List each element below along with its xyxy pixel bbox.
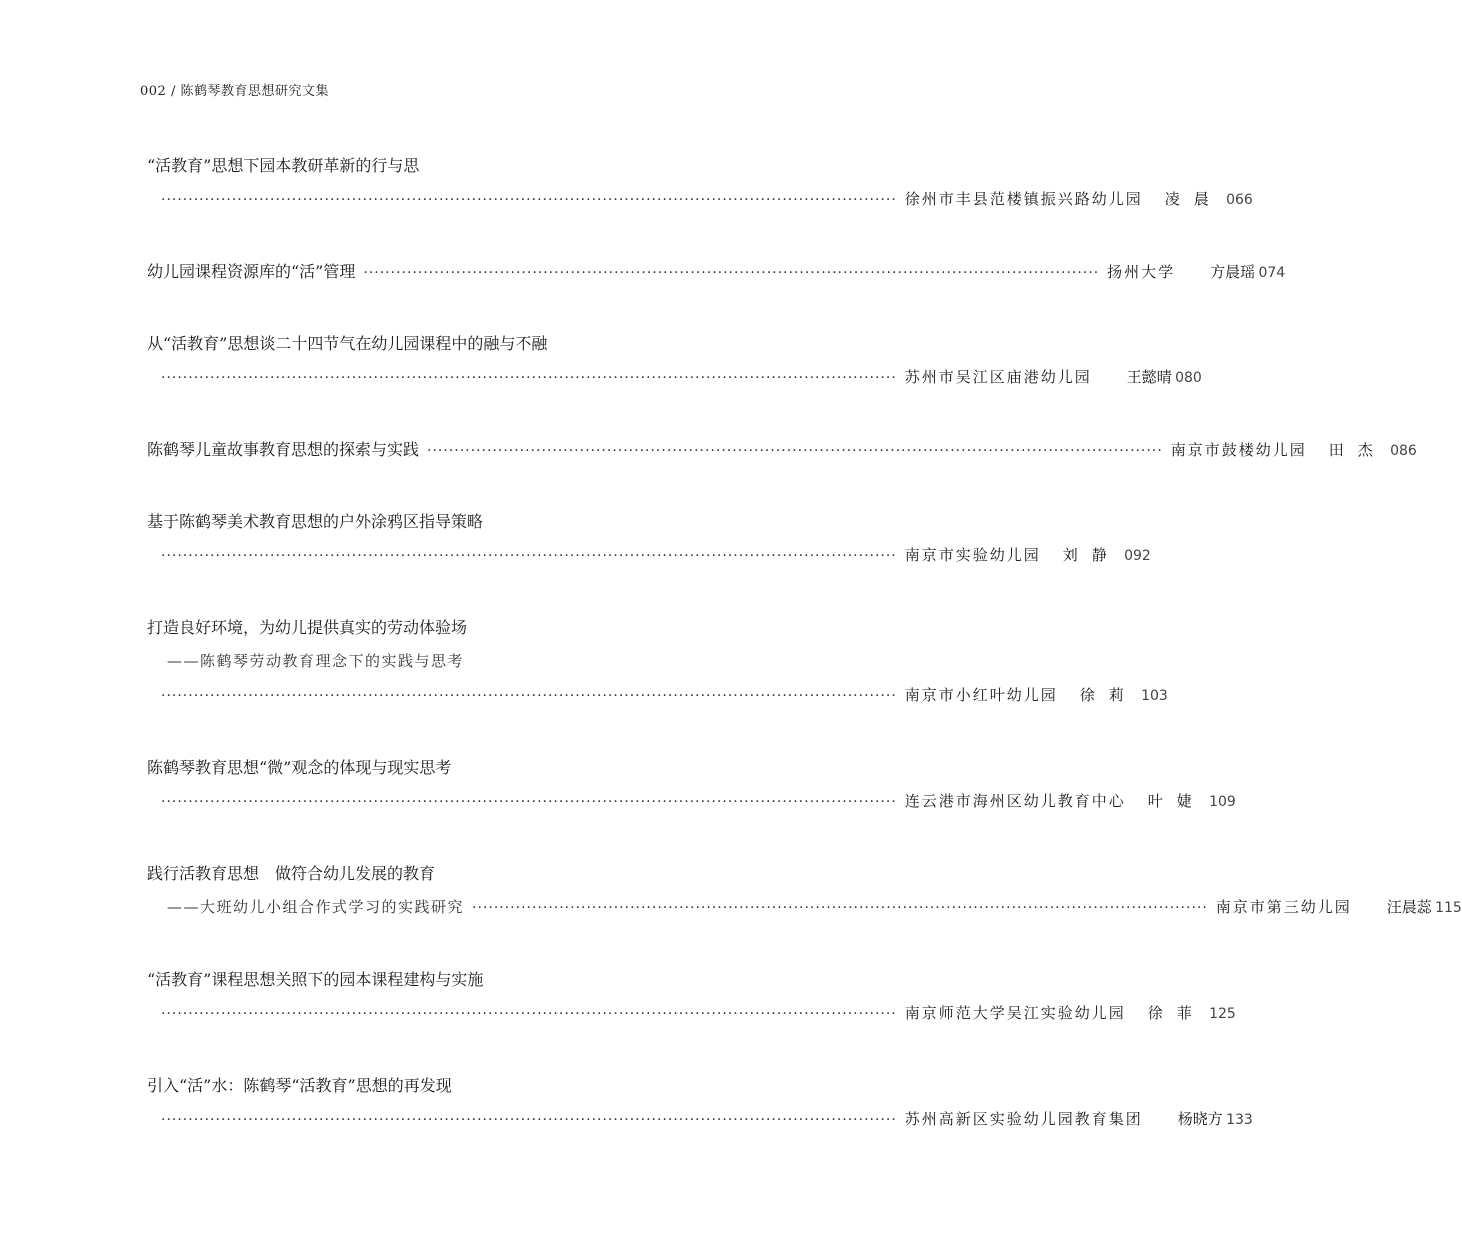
entry-page-number: 109: [1209, 794, 1236, 810]
dot-leader: ·······································································································································: [161, 688, 897, 704]
toc-entry[interactable]: [147, 328, 1202, 394]
header-book-title: 陈鹤琴教育思想研究文集: [180, 84, 330, 99]
entry-author: 凌晨: [1164, 190, 1223, 208]
entry-leader-line: [147, 678, 1168, 712]
toc-entry[interactable]: [147, 256, 1286, 288]
dot-leader: ·······································································································································: [363, 265, 1100, 281]
entry-author: 方晨瑶: [1210, 263, 1256, 281]
entry-title[interactable]: 幼儿园课程资源库的“活”管理: [147, 262, 356, 281]
toc-entry[interactable]: [147, 434, 1417, 466]
entry-organization: 徐州市丰县范楼镇振兴路幼儿园: [904, 190, 1143, 208]
dot-leader: ·······································································································································: [472, 900, 1208, 916]
toc-entry[interactable]: [147, 506, 1151, 572]
entry-leader-line: [147, 538, 1151, 572]
entry-leader-line: [147, 1102, 1253, 1136]
entry-page-number: 086: [1390, 443, 1417, 459]
entry-organization: 南京市第三幼儿园: [1215, 898, 1352, 916]
table-of-contents: [147, 150, 1462, 1176]
entry-title[interactable]: “活教育”思想下园本教研革新的行与思: [147, 156, 420, 175]
entry-organization: 苏州市吴江区庙港幼儿园: [904, 368, 1092, 386]
entry-page-number: 080: [1175, 370, 1202, 386]
running-header: [140, 80, 329, 99]
entry-title[interactable]: 引入“活”水：陈鹤琴“活教育”思想的再发现: [147, 1076, 452, 1095]
entry-title[interactable]: 陈鹤琴教育思想“微”观念的体现与现实思考: [147, 758, 452, 777]
toc-entry[interactable]: [147, 964, 1236, 1030]
entry-organization: 扬州大学: [1107, 263, 1176, 281]
entry-leader-line: [147, 434, 1417, 466]
toc-entry[interactable]: [147, 150, 1253, 216]
entry-leader-line: [147, 890, 1462, 924]
entry-leader-line: [147, 360, 1202, 394]
dot-leader: ·······································································································································: [161, 1112, 897, 1128]
entry-organization: 南京市实验幼儿园: [904, 546, 1041, 564]
dot-leader: ·······································································································································: [161, 548, 897, 564]
entry-page-number: 133: [1226, 1112, 1253, 1128]
entry-organization: 南京师范大学吴江实验幼儿园: [904, 1004, 1126, 1022]
entry-author: 杨晓方: [1177, 1110, 1223, 1128]
entry-author: 徐菲: [1147, 1004, 1206, 1022]
entry-author: 叶婕: [1147, 792, 1206, 810]
entry-title[interactable]: 陈鹤琴儿童故事教育思想的探索与实践: [147, 440, 420, 459]
header-page-number: 002: [140, 84, 167, 99]
entry-leader-line: [147, 256, 1286, 288]
toc-entry[interactable]: [147, 858, 1462, 924]
toc-entry[interactable]: [147, 1070, 1253, 1136]
entry-leader-line: [147, 996, 1236, 1030]
entry-organization: 南京市鼓楼幼儿园: [1170, 441, 1307, 459]
entry-leader-line: [147, 784, 1236, 818]
entry-author: 徐莉: [1079, 686, 1138, 704]
entry-author: 汪晨蕊: [1386, 898, 1432, 916]
entry-organization: 连云港市海州区幼儿教育中心: [904, 792, 1126, 810]
header-separator: /: [170, 84, 176, 99]
entry-leader-line: [147, 182, 1253, 216]
entry-title[interactable]: 从“活教育”思想谈二十四节气在幼儿园课程中的融与不融: [147, 334, 548, 353]
entry-author: 刘静: [1062, 546, 1121, 564]
entry-organization: 苏州高新区实验幼儿园教育集团: [904, 1110, 1143, 1128]
entry-author: 王懿晴: [1126, 368, 1172, 386]
dot-leader: ·······································································································································: [161, 794, 897, 810]
entry-page-number: 066: [1226, 192, 1253, 208]
dot-leader: ·······································································································································: [161, 192, 897, 208]
entry-page-number: 103: [1141, 688, 1168, 704]
toc-entry[interactable]: [147, 752, 1236, 818]
entry-page-number: 092: [1124, 548, 1151, 564]
dot-leader: ·······································································································································: [161, 1006, 897, 1022]
entry-author: 田杰: [1328, 441, 1387, 459]
entry-title[interactable]: 基于陈鹤琴美术教育思想的户外涂鸦区指导策略: [147, 512, 484, 531]
entry-page-number: 074: [1258, 265, 1286, 281]
dot-leader: ·······································································································································: [161, 370, 897, 386]
entry-title[interactable]: “活教育”课程思想关照下的园本课程建构与实施: [147, 970, 484, 989]
entry-organization: 南京市小红叶幼儿园: [904, 686, 1058, 704]
entry-subtitle: ——陈鹤琴劳动教育理念下的实践与思考: [167, 652, 465, 670]
entry-page-number: 115: [1435, 900, 1462, 916]
entry-page-number: 125: [1209, 1006, 1236, 1022]
dot-leader: ·······································································································································: [427, 443, 1163, 459]
entry-subtitle: ——大班幼儿小组合作式学习的实践研究: [167, 898, 465, 916]
entry-title[interactable]: 打造良好环境，为幼儿提供真实的劳动体验场: [147, 618, 468, 637]
entry-title[interactable]: 践行活教育思想 做符合幼儿发展的教育: [147, 864, 436, 883]
toc-entry[interactable]: [147, 612, 1168, 712]
